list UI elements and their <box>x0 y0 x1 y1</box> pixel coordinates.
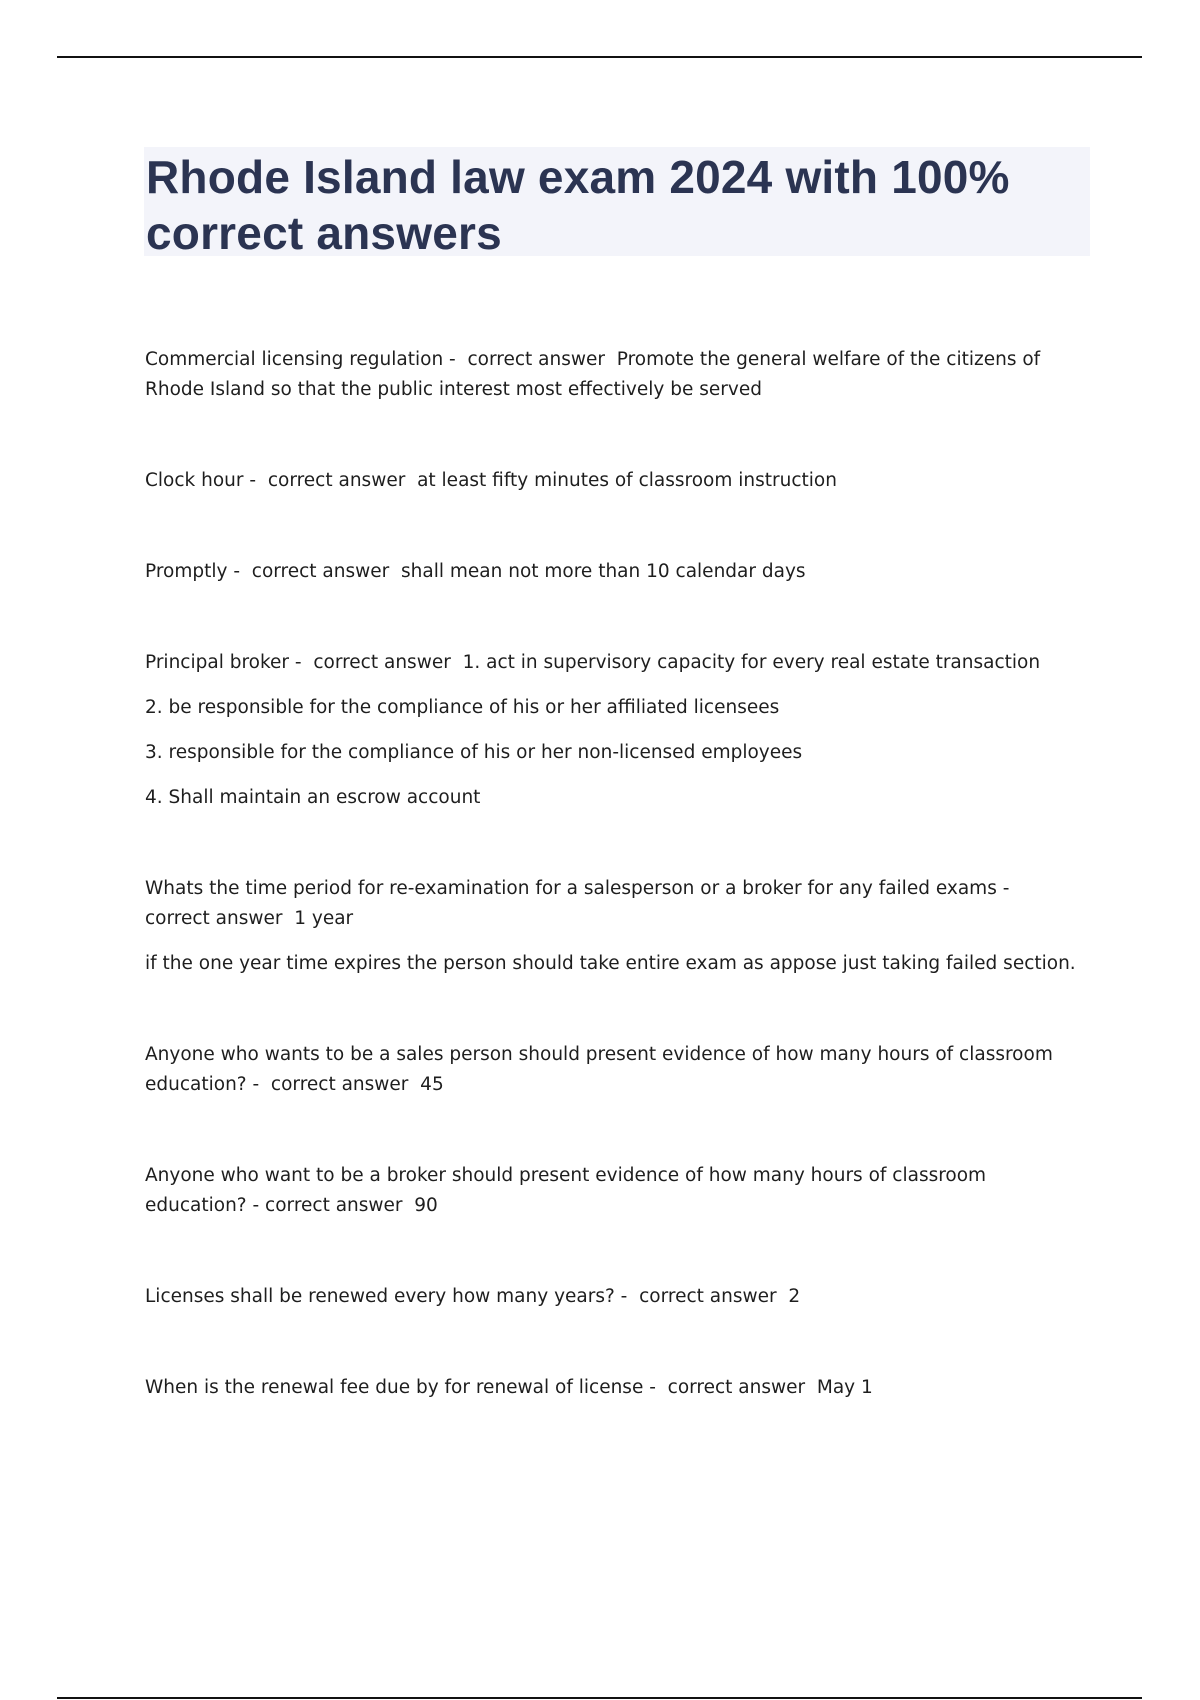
qa-entry: Licenses shall be renewed every how many years? - correct answer 2 <box>145 1286 801 1307</box>
document-title: Rhode Island law exam 2024 with 100% correct answers <box>146 151 1010 259</box>
qa-entry: Anyone who want to be a broker should present evidence of how many hours of classroom education? - correct answer 90 <box>145 1165 992 1216</box>
qa-entry: Clock hour - correct answer at least fifty minutes of classroom instruction <box>145 470 837 491</box>
qa-entry-continuation: 4. Shall maintain an escrow account <box>145 787 481 808</box>
qa-list <box>145 345 1090 1403</box>
qa-entry-continuation: if the one year time expires the person should take entire exam as appose just taking failed section. <box>145 953 1076 974</box>
qa-entry: When is the renewal fee due by for renewal of license - correct answer May 1 <box>145 1377 873 1398</box>
qa-entry-continuation: 3. responsible for the compliance of his or her non-licensed employees <box>145 742 803 763</box>
title-block <box>144 147 1090 259</box>
qa-entry-continuation: 2. be responsible for the compliance of his or her affiliated licensees <box>145 697 780 718</box>
qa-entry: Commercial licensing regulation - correct answer Promote the general welfare of the citizens of Rhode Island so that the public interest most effectively be served <box>145 349 1047 400</box>
qa-entry: Promptly - correct answer shall mean not more than 10 calendar days <box>145 561 806 582</box>
top-rule <box>57 56 1142 58</box>
qa-entry: Whats the time period for re-examination for a salesperson or a broker for any failed exams - correct answer 1 year <box>145 878 1022 929</box>
qa-entry: Principal broker - correct answer 1. act in supervisory capacity for every real estate transaction <box>145 652 1041 673</box>
bottom-rule <box>57 1697 1142 1699</box>
qa-entry: Anyone who wants to be a sales person should present evidence of how many hours of classroom education? - correct answer 45 <box>145 1044 1059 1095</box>
